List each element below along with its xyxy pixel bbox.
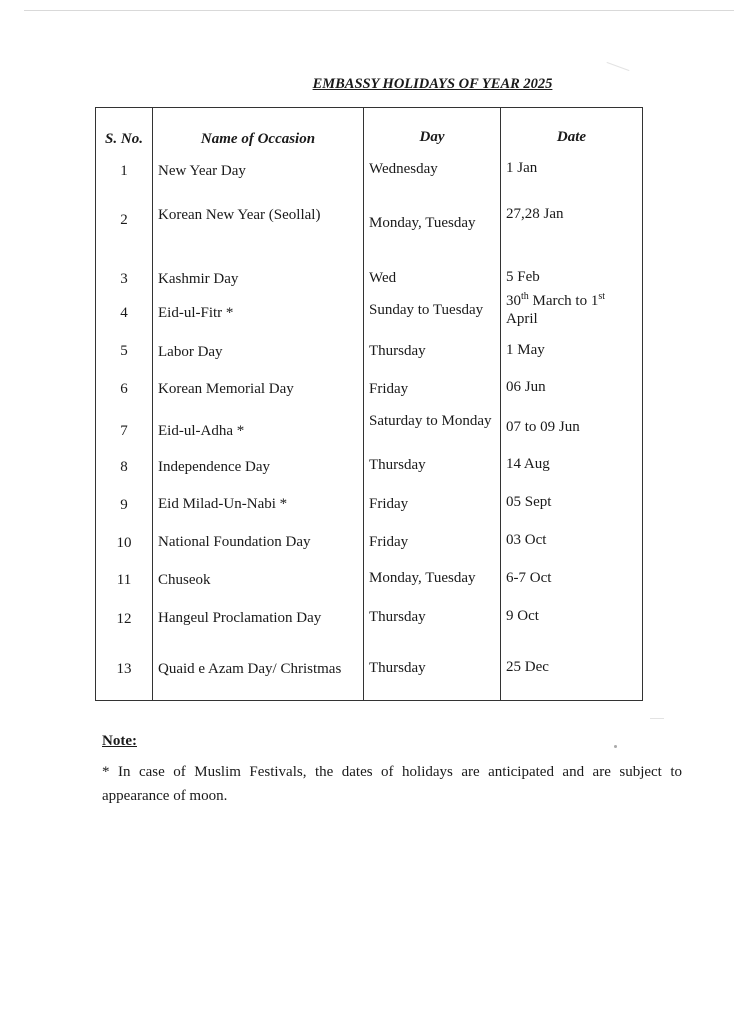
date-part: 30 — [506, 293, 521, 309]
cell-sno: 2 — [96, 194, 153, 264]
cell-sno: 7 — [96, 412, 153, 450]
cell-date: 1 Jan — [501, 148, 643, 194]
cell-occasion: Korean New Year (Seollal) — [153, 194, 364, 264]
table-row — [96, 526, 643, 564]
header-sno: S. No. — [96, 108, 153, 149]
table-header-row — [96, 108, 643, 149]
document-title: EMBASSY HOLIDAYS OF YEAR 2025 — [312, 76, 553, 92]
cell-day: Friday — [364, 526, 501, 564]
date-part: April — [506, 311, 538, 327]
table-row — [96, 488, 643, 526]
table-row — [96, 646, 643, 700]
header-date: Date — [501, 108, 643, 149]
cell-day: Thursday — [364, 450, 501, 488]
cell-date: 9 Oct — [501, 602, 643, 646]
cell-date — [501, 292, 643, 338]
cell-date: 6-7 Oct — [501, 564, 643, 602]
cell-date: 07 to 09 Jun — [501, 412, 643, 450]
cell-date: 03 Oct — [501, 526, 643, 564]
table-row — [96, 602, 643, 646]
table-row — [96, 148, 643, 194]
header-day: Day — [364, 108, 501, 149]
cell-sno: 11 — [96, 564, 153, 602]
cell-day: Saturday to Monday — [364, 412, 501, 450]
cell-day: Wed — [364, 264, 501, 292]
table-row — [96, 412, 643, 450]
cell-day: Wednesday — [364, 148, 501, 194]
cell-sno: 13 — [96, 646, 153, 700]
table-row — [96, 450, 643, 488]
cell-sno: 5 — [96, 338, 153, 374]
table-row — [96, 292, 643, 338]
cell-occasion: Chuseok — [153, 564, 364, 602]
holidays-table — [95, 107, 643, 701]
table-row — [96, 374, 643, 412]
scan-mark — [607, 62, 630, 71]
cell-sno: 1 — [96, 148, 153, 194]
cell-sno: 3 — [96, 264, 153, 292]
cell-sno: 10 — [96, 526, 153, 564]
date-part: March to 1 — [528, 293, 599, 309]
cell-day: Friday — [364, 488, 501, 526]
date-suffix: th — [521, 291, 529, 302]
cell-occasion: Eid-ul-Adha * — [153, 412, 364, 450]
cell-sno: 4 — [96, 292, 153, 338]
cell-sno: 12 — [96, 602, 153, 646]
cell-day: Monday, Tuesday — [364, 194, 501, 264]
cell-sno: 8 — [96, 450, 153, 488]
cell-occasion: Quaid e Azam Day/ Christmas — [153, 646, 364, 700]
cell-date: 05 Sept — [501, 488, 643, 526]
cell-day: Monday, Tuesday — [364, 564, 501, 602]
table-row — [96, 264, 643, 292]
cell-occasion: Labor Day — [153, 338, 364, 374]
note-text: * In case of Muslim Festivals, the dates of holidays are anticipated and are subject to appearance of moon. — [102, 764, 682, 804]
cell-occasion: Kashmir Day — [153, 264, 364, 292]
cell-occasion: National Foundation Day — [153, 526, 364, 564]
scan-dot — [614, 745, 617, 748]
cell-day: Thursday — [364, 338, 501, 374]
cell-date: 06 Jun — [501, 374, 643, 412]
table-row — [96, 338, 643, 374]
cell-date: 27,28 Jan — [501, 194, 643, 264]
cell-day: Thursday — [364, 646, 501, 700]
scan-mark — [650, 718, 664, 719]
page-top-edge — [24, 10, 734, 11]
cell-occasion: Eid Milad-Un-Nabi * — [153, 488, 364, 526]
cell-occasion: Korean Memorial Day — [153, 374, 364, 412]
cell-day: Sunday to Tuesday — [364, 292, 501, 338]
cell-occasion: Independence Day — [153, 450, 364, 488]
cell-day: Friday — [364, 374, 501, 412]
cell-day: Thursday — [364, 602, 501, 646]
note-heading: Note: — [102, 733, 137, 749]
header-occasion: Name of Occasion — [153, 108, 364, 149]
cell-sno: 6 — [96, 374, 153, 412]
table-row — [96, 564, 643, 602]
cell-sno: 9 — [96, 488, 153, 526]
cell-occasion: Hangeul Proclamation Day — [153, 602, 364, 646]
cell-date: 1 May — [501, 338, 643, 374]
cell-occasion: Eid-ul-Fitr * — [153, 292, 364, 338]
cell-occasion: New Year Day — [153, 148, 364, 194]
table-row — [96, 194, 643, 264]
cell-date: 25 Dec — [501, 646, 643, 700]
cell-date: 14 Aug — [501, 450, 643, 488]
cell-date: 5 Feb — [501, 264, 643, 292]
date-suffix: st — [598, 291, 606, 302]
